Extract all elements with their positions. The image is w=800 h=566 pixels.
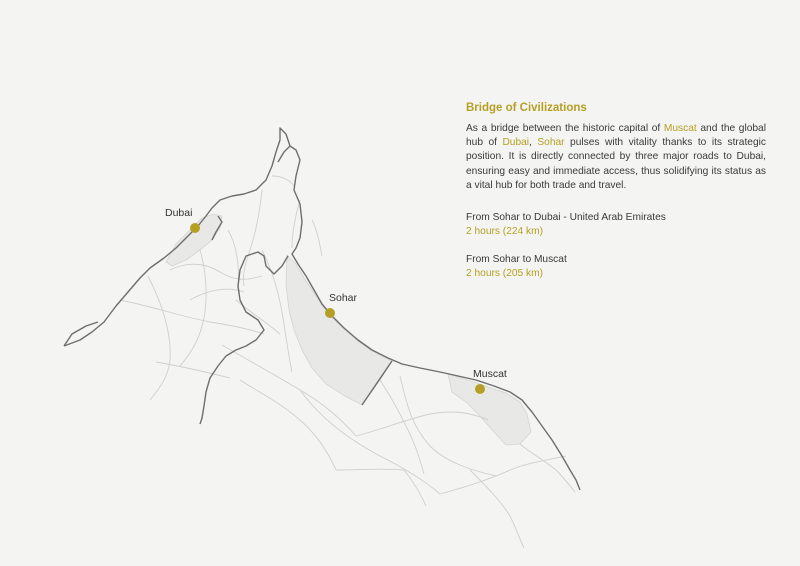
intro-paragraph (466, 122, 766, 193)
route-duration: 2 hours (224 km) (466, 226, 544, 238)
intro-text-3: , (529, 137, 538, 149)
dubai-link[interactable]: Dubai (502, 137, 530, 149)
intro-text-2: and the global hub of (466, 123, 766, 149)
dubai-label: Dubai (165, 207, 193, 219)
route-label: From Sohar to Muscat (466, 254, 567, 266)
route-duration: 2 hours (205 km) (466, 268, 544, 280)
intro-text-4: pulses with vitality thanks to its strategic position. It is directly connected by three major roads to Dubai, ensuring easy and immediate access, thus solidifying its status as a vital hub for both trade and travel. (466, 137, 766, 191)
info-title: Bridge of Civilizations (466, 102, 587, 114)
muscat-label: Muscat (473, 368, 507, 380)
route-sohar-dubai (466, 211, 766, 239)
sohar-marker-icon[interactable] (325, 308, 335, 318)
sohar-label: Sohar (329, 292, 358, 304)
route-sohar-muscat (466, 253, 766, 281)
intro-text-1: As a bridge between the historic capital of (466, 123, 664, 134)
dubai-marker-icon[interactable] (190, 223, 200, 233)
sohar-region (286, 255, 392, 405)
muscat-link[interactable]: Muscat (663, 123, 697, 134)
sohar-link[interactable]: Sohar (537, 137, 565, 149)
dubai-region (166, 214, 222, 266)
muscat-marker-icon[interactable] (475, 384, 485, 394)
info-panel (466, 102, 766, 281)
route-label: From Sohar to Dubai - United Arab Emirates (466, 212, 666, 224)
